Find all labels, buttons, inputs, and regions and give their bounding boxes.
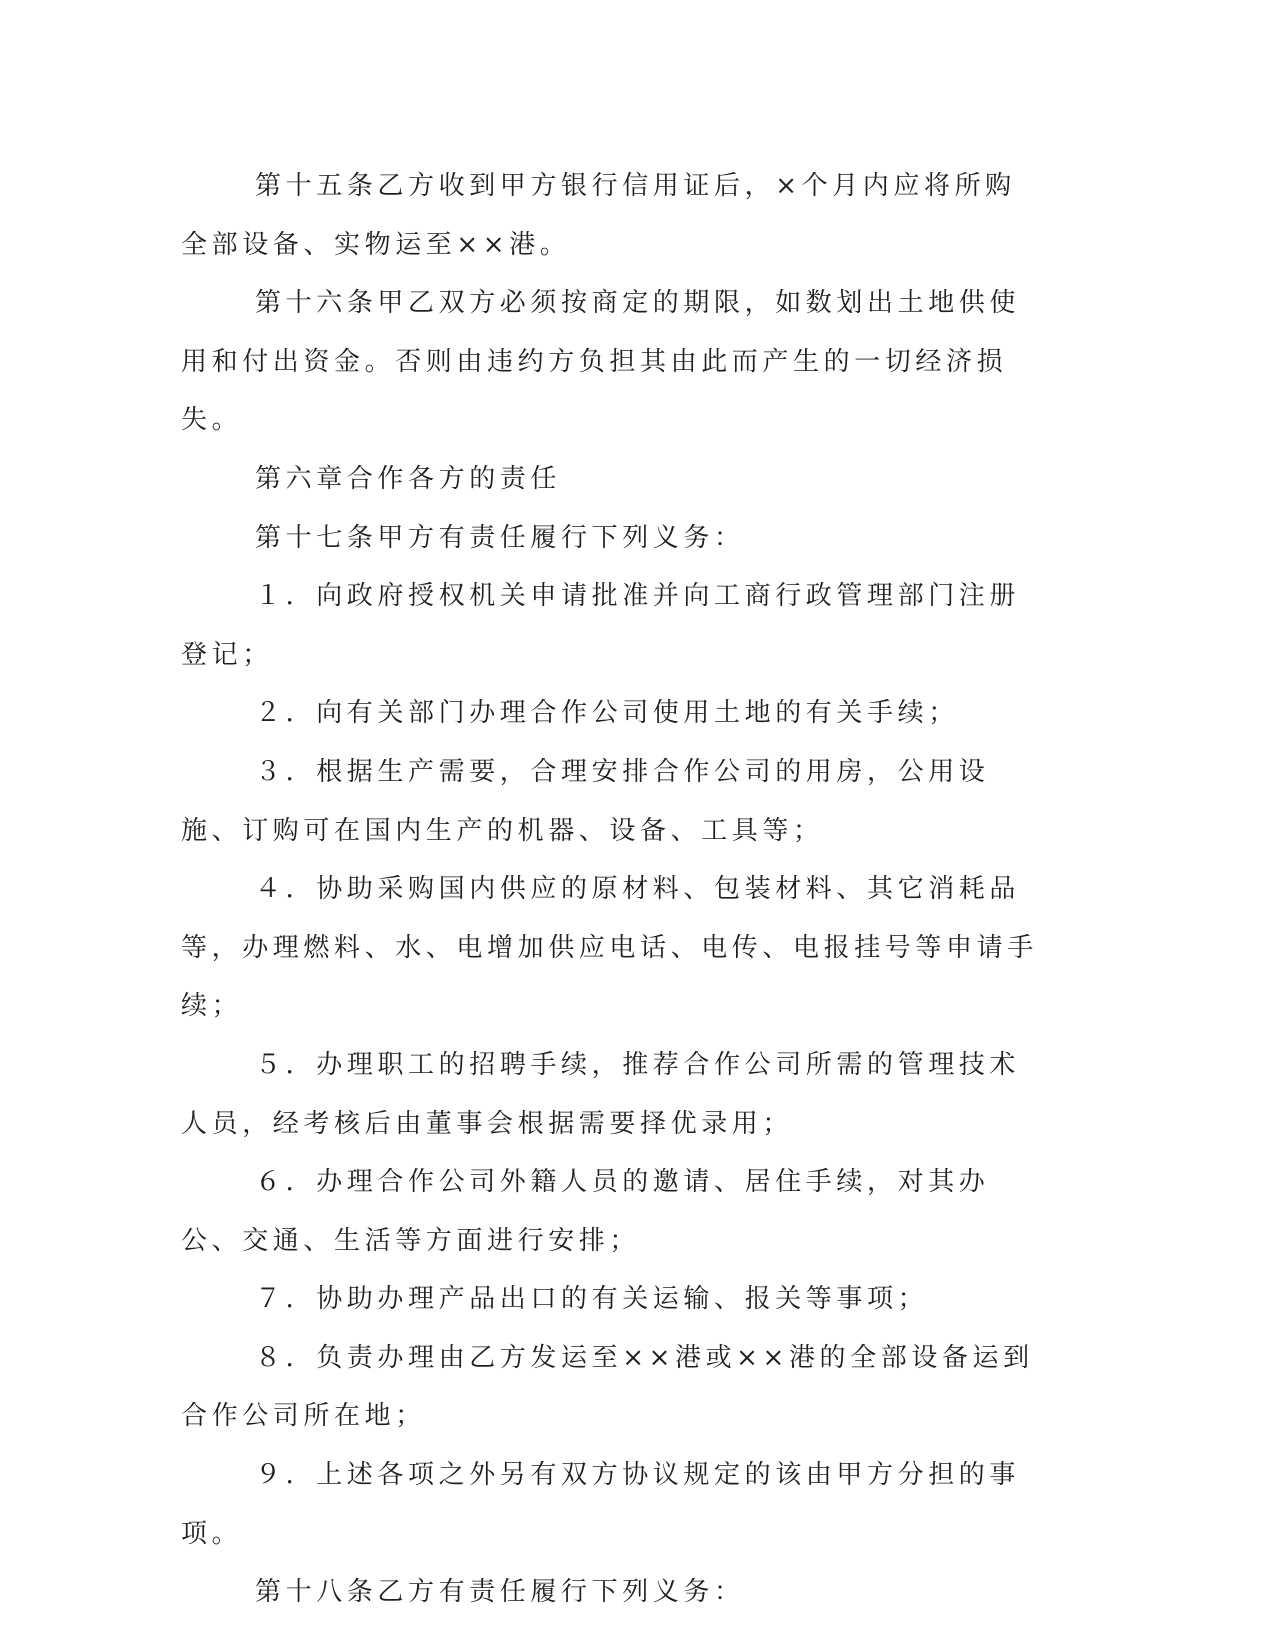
list-item: ３．根据生产需要，合理安排合作公司的用房，公用设施、订购可在国内生产的机器、设备、工具等； (181, 756, 990, 846)
list-item: ９．上述各项之外另有双方协议规定的该由甲方分担的事项。 (181, 1460, 1021, 1549)
article-18-paragraph: 第十八条乙方有责任履行下列义务： (255, 1577, 745, 1608)
article-16-paragraph: 第十六条甲乙双方必须按商定的期限，如数划出土地供使用和付出资金。否则由违约方负担其由此而产生的一切经济损失。 (181, 288, 1021, 436)
list-item: １．向政府授权机关申请批准并向工商行政管理部门注册登记； (181, 581, 1021, 670)
chapter-6-heading: 第六章合作各方的责任 (255, 463, 562, 494)
list-item: ７．协助办理产品出口的有关运输、报关等事项； (255, 1284, 929, 1315)
list-item: ６．办理合作公司外籍人员的邀请、居住手续，对其办公、交通、生活等方面进行安排； (181, 1167, 990, 1256)
list-item: ８．负责办理由乙方发运至××港或××港的全部设备运到合作公司所在地； (181, 1342, 1034, 1432)
article-17-paragraph: 第十七条甲方有责任履行下列义务： (255, 522, 745, 553)
list-item: ５．办理职工的招聘手续，推荐合作公司所需的管理技术人员，经考核后由董事会根据需要择优录用； (181, 1049, 1021, 1139)
list-item: ４．协助采购国内供应的原材料、包装材料、其它消耗品等，办理燃料、水、电增加供应电话、电传、电报挂号等申请手续； (181, 874, 1038, 1022)
document-body (181, 157, 1041, 1622)
article-15-paragraph: 第十五条乙方收到甲方银行信用证后，×个月内应将所购全部设备、实物运至××港。 (181, 171, 1016, 260)
list-item: ２．向有关部门办理合作公司使用土地的有关手续； (255, 698, 959, 729)
